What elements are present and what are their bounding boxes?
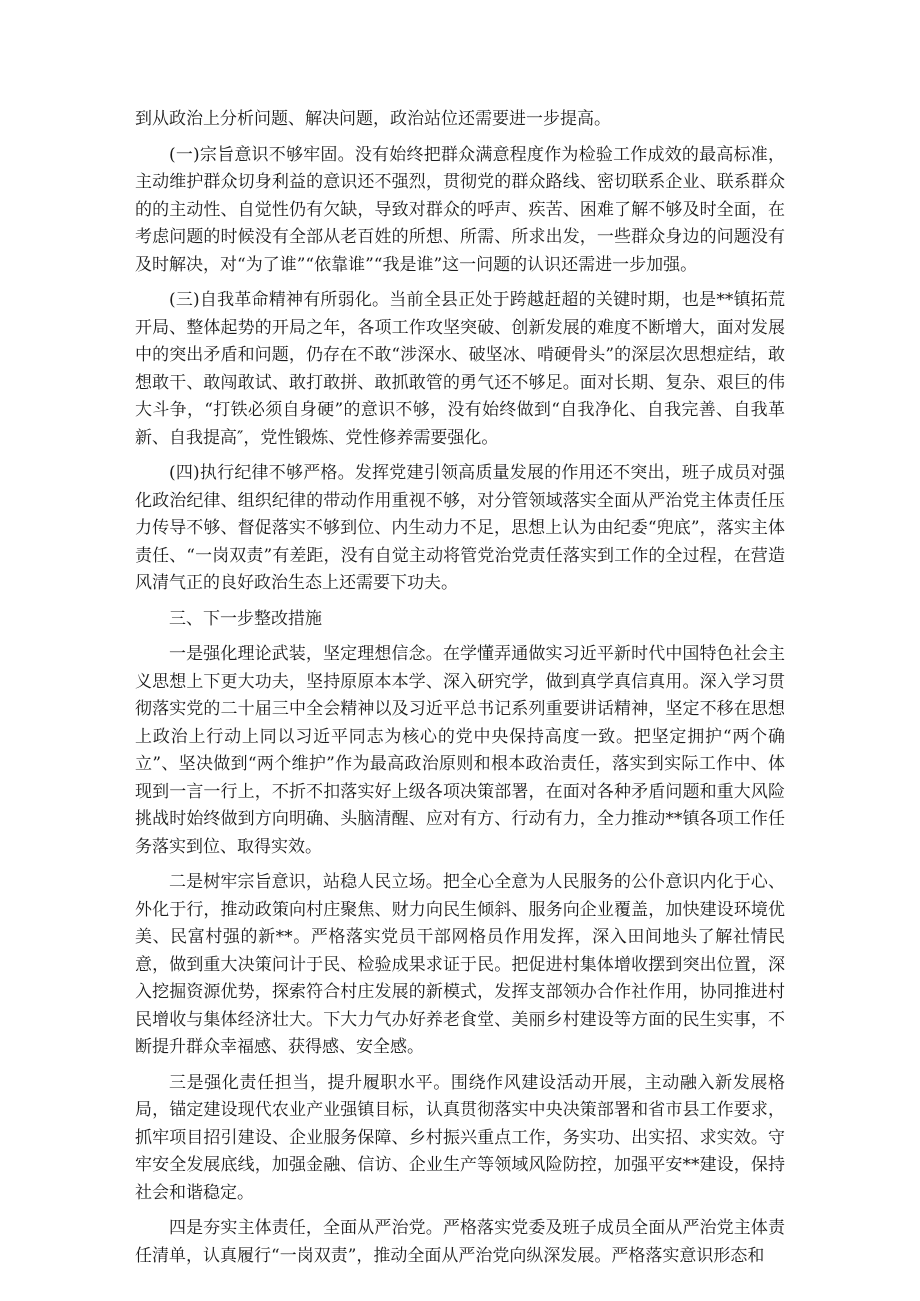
paragraph-measure-two: 二是树牢宗旨意识，站稳人民立场。把全心全意为人民服务的公仆意识内化于心、外化于行，推动政策向村庄聚焦、财力向民生倾斜、服务向企业覆盖，加快建设环境优美、民富村强的新**。严格落实党员干部网格员作用发挥，深入田间地头了解社情民意，做到重大决策问计于民、检验成果求证于民。把促进村集体增收摆到突出位置，深入挖掘资源优势，探索符合村庄发展的新模式，发挥支部领办合作社作用，协同推进村民增收与集体经济壮大。下大力气办好养老食堂、美丽乡村建设等方面的民生实事，不断提升群众幸福感、获得感、安全感。: [135, 872, 785, 1057]
section-heading-next-steps: 三、下一步整改措施: [169, 608, 322, 629]
paragraph-continuation: 到从政治上分析问题、解决问题，政治站位还需要进一步提高。: [135, 109, 611, 129]
paragraph-self-revolution: (三)自我革命精神有所弱化。当前全县正处于跨越赶超的关键时期，也是**镇拓荒开局、整体起势的开局之年，各项工作攻坚突破、创新发展的难度不断增大，面对发展中的突出矛盾和问题，仍存在不敢“涉深水、破坚冰、啃硬骨头”的深层次思想症结，敢想敢干、敢闯敢试、敢打敢拼、敢抓敢管的勇气还不够足。面对长期、复杂、艰巨的伟大斗争，“打铁必须自身硬”的意识不够，没有始终做到“自我净化、自我完善、自我革新、自我提高″，党性锻炼、党性修养需要强化。: [135, 290, 785, 448]
document-page: [135, 106, 785, 1278]
paragraph-measure-four: 四是夯实主体责任，全面从严治党。严格落实党委及班子成员全面从严治党主体责任清单，认真履行“一岗双责”，推动全面从严治党向纵深发展。严格落实意识形态和: [135, 1218, 785, 1266]
paragraph-purpose-awareness: (一)宗旨意识不够牢固。没有始终把群众满意程度作为检验工作成效的最高标准，主动维护群众切身利益的意识还不强烈，贯彻党的群众路线、密切联系企业、联系群众的的主动性、自觉性仍有欠缺，导致对群众的呼声、疾苦、困难了解不够及时全面，在考虑问题的时候没有全部从老百姓的所想、所需、所求出发，一些群众身边的问题没有及时解决，对“为了谁”“依靠谁”“我是谁”这一问题的认识还需进一步加强。: [135, 144, 785, 275]
paragraph-measure-three: 三是强化责任担当，提升履职水平。围绕作风建设活动开展，主动融入新发展格局，锚定建设现代农业产业强镇目标，认真贯彻落实中央决策部署和省市县工作要求，抓牢项目招引建设、企业服务保障、乡村振兴重点工作，务实功、出实招、求实效。守牢安全发展底线，加强金融、信访、企业生产等领域风险防控，加强平安**建设，保持社会和谐稳定。: [135, 1072, 785, 1203]
paragraph-discipline: (四)执行纪律不够严格。发挥党建引领高质量发展的作用还不突出，班子成员对强化政治纪律、组织纪律的带动作用重视不够，对分管领域落实全面从严治党主体责任压力传导不够、督促落实不够到位、内生动力不足，思想上认为由纪委“兜底”，落实主体责任、“一岗双责”有差距，没有自觉主动将管党治党责任落实到工作的全过程，在营造风清气正的良好政治生态上还需要下功夫。: [135, 463, 785, 593]
paragraph-measure-one: 一是强化理论武装，坚定理想信念。在学懂弄通做实习近平新时代中国特色社会主义思想上下更大功夫，坚持原原本本学、深入研究学，做到真学真信真用。深入学习贯彻落实党的二十届三中全会精神以及习近平总书记系列重要讲话精神，坚定不移在思想上政治上行动上同以习近平同志为核心的党中央保持高度一致。把坚定拥护“两个确立”、坚决做到“两个维护”作为最高政治原则和根本政治责任，落实到实际工作中、体现到一言一行上，不折不扣落实好上级各项决策部署，在面对各种矛盾问题和重大风险挑战时始终做到方向明确、头脑清醒、应对有方、行动有力，全力推动**镇各项工作任务落实到位、取得实效。: [135, 644, 785, 857]
